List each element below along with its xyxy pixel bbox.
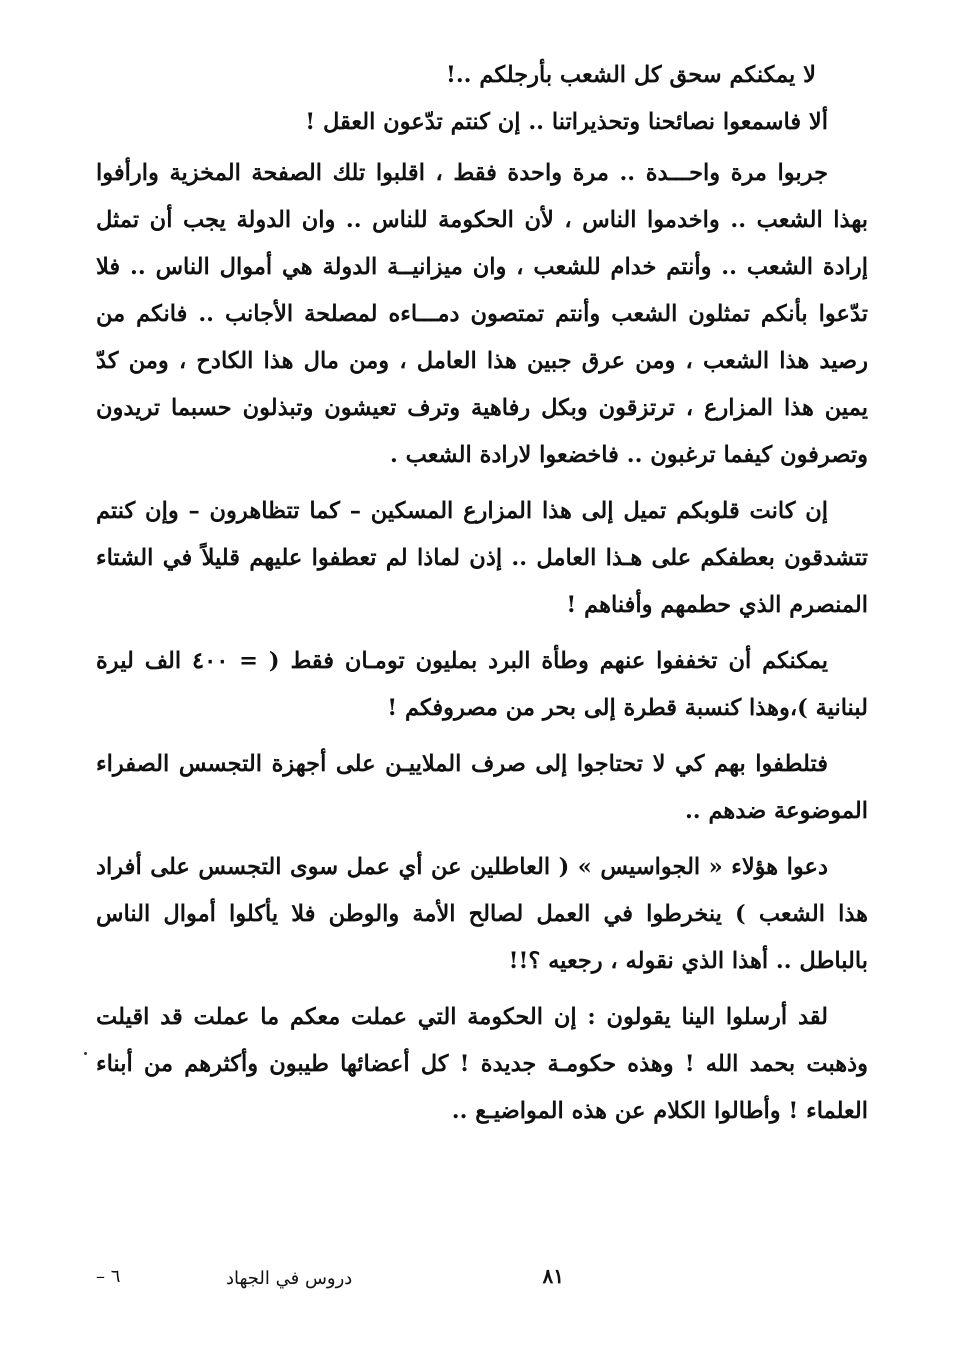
heading-line-1: لا يمكنكم سحق كل الشعب بأرجلكم ..! <box>445 62 816 88</box>
paragraph-3: يمكنكم أن تخففوا عنهم وطأة البرد بمليون تومـان فقط ( = ٤٠٠ الف ليرة لبنانية )،وهذا كنسبة قطرة إلى بحر من مصروفكم ! <box>96 648 868 721</box>
signature-mark: ٦ – <box>96 1266 121 1287</box>
page-body <box>96 52 868 1144</box>
book-title: دروس في الجهاد <box>226 1268 353 1289</box>
stray-mark <box>84 1052 87 1055</box>
paragraph-1: جربوا مرة واحـــدة .. مرة واحدة فقط ، اقلبوا تلك الصفحة المخزية وارأفوا بهذا الشعب .. واخدموا الناس ، لأن الحكومة للناس .. وان الدولة يجب أن تمثل إرادة الشعب .. وأنتم خدام للشعب ، وان ميزانيــة الدولة هي أموال الناس .. فلا تدّعوا بأنكم تمثلون الشعب وأنتم تمتصون دمـــاءه لمصلحة الأجانب .. فانكم من رصيد هذا الشعب ، ومن عرق جبين هذا العامل ، ومن مال هذا الكادح ، ومن كدّ يمين هذا المزارع ، ترتزقون وبكل رفاهية وترف تعيشون وتبذلون حسبما تريدون وتصرفون كيفما ترغبون .. فاخضعوا لارادة الشعب . <box>96 160 868 468</box>
page-number: ٨١ <box>542 1264 564 1288</box>
paragraph-2: إن كانت قلوبكم تميل إلى هذا المزارع المسكين – كما تتظاهرون – وإن كنتم تتشدقون بعطفكم على هـذا العامل .. إذن لماذا لم تعطفوا عليهم قليلاً في الشتاء المنصرم الذي حطمهم وأفناهم ! <box>96 498 868 618</box>
paragraph-4: فتلطفوا بهم كي لا تحتاجوا إلى صرف الملاييـن على أجهزة التجسس الصفراء الموضوعة ضدهم .. <box>96 751 868 824</box>
heading-line-2: ألا فاسمعوا نصائحنا وتحذيراتنا .. إن كنتم تدّعون العقل ! <box>305 109 828 135</box>
page-footer <box>96 1264 868 1304</box>
paragraph-5: دعوا هؤلاء « الجواسيس » ( العاطلين عن أي عمل سوى التجسس على أفراد هذا الشعب ) ينخرطوا في العمل لصالح الأمة والوطن فلا يأكلوا أموال الناس بالباطل .. أهذا الذي نقوله ، رجعيه ؟!! <box>96 854 868 974</box>
paragraph-6: لقد أرسلوا الينا يقولون : إن الحكومة التي عملت معكم ما عملت قد اقيلت وذهبت بحمد الله ! وهذه حكومـة جديدة ! كل أعضائها طيبون وأكثرهم من أبناء العلماء ! وأطالوا الكلام عن هذه المواضيـع .. <box>96 1004 868 1124</box>
